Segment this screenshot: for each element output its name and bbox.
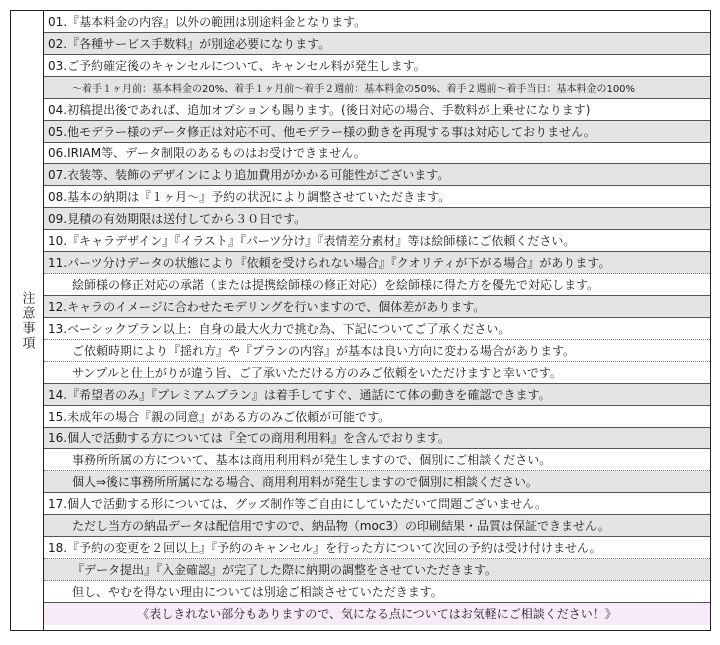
note-row-01: 01.『基本料金の内容』以外の範囲は別途料金となります。: [44, 11, 710, 33]
note-row-02: 02.『各種サービス手数料』が別途必要になります。: [44, 33, 710, 55]
note-row-18-detail-1: 『データ提出』『入金確認』が完了した際に納期の調整をさせていただきます。: [44, 559, 710, 581]
note-row-18-detail-2: 但し、やむを得ない理由については別途ご相談させていただきます。: [44, 581, 710, 603]
note-row-13-detail-1: ご依頼時期により『揺れ方』や『プランの内容』が基本は良い方向に変わる場合があります。: [44, 340, 710, 362]
side-header-cell: [11, 11, 44, 630]
notes-table: [10, 10, 711, 631]
note-row-17-detail: ただし当方の納品データは配信用ですので、納品物（moc3）の印刷結果・品質は保証できません。: [44, 515, 710, 537]
note-row-17: 17.個人で活動する形については、グッズ制作等ご自由にしていただいて問題ございません。: [44, 493, 710, 515]
closing-note: 《表しきれない部分もありますので、気になる点についてはお気軽にご相談ください！》: [44, 603, 710, 625]
note-row-05: 05.他モデラー様のデータ修正は対応不可、他モデラー様の動きを再現する事は対応しておりません。: [44, 121, 710, 143]
note-row-09: 09.見積の有効期限は送付してから３０日です。: [44, 208, 710, 230]
note-row-15: 15.未成年の場合『親の同意』がある方のみご依頼が可能です。: [44, 406, 710, 428]
note-row-12: 12.キャラのイメージに合わせたモデリングを行いますので、個体差があります。: [44, 296, 710, 318]
note-row-03: 03.ご予約確定後のキャンセルについて、キャンセル料が発生します。: [44, 55, 710, 77]
note-row-16-detail-1: 事務所所属の方について、基本は商用利用料が発生しますので、個別にご相談ください。: [44, 449, 710, 471]
note-row-13-detail-2: サンプルと仕上がりが違う旨、ご了承いただける方のみご依頼をいただけますと幸いです。: [44, 362, 710, 384]
note-row-03-detail: 〜着手１ヶ月前：基本料金の20%、着手１ヶ月前〜着手２週前：基本料金の50%、着手２週前〜着手当日：基本料金の100%: [44, 77, 710, 99]
note-row-06: 06.IRIAM等、データ制限のあるものはお受けできません。: [44, 143, 710, 165]
note-row-11: 11.パーツ分けデータの状態により『依頼を受けられない場合』『クオリティが下がる場合』があります。: [44, 252, 710, 274]
note-row-11-detail: 絵師様の修正対応の承諾（または提携絵師様の修正対応）を絵師様に得た方を優先で対応します。: [44, 274, 710, 296]
note-row-10: 10.『キャラデザイン』『イラスト』『パーツ分け』『表情差分素材』等は絵師様にご依頼ください。: [44, 230, 710, 252]
note-row-08: 08.基本の納期は『１ヶ月〜』予約の状況により調整させていただきます。: [44, 186, 710, 208]
side-label: 注意事項: [19, 290, 35, 351]
rows-container: [44, 11, 710, 630]
note-row-18: 18.『予約の変更を２回以上』『予約のキャンセル』を行った方について次回の予約は受け付けません。: [44, 537, 710, 559]
note-row-13: 13.ベーシックプラン以上：自身の最大火力で挑む為、下記についてご了承ください。: [44, 318, 710, 340]
note-row-04: 04.初稿提出後であれば、追加オプションも賜ります。(後日対応の場合、手数料が上乗せになります): [44, 99, 710, 121]
note-row-14: 14.『希望者のみ』『プレミアムプラン』は着手してすぐ、通話にて体の動きを確認できます。: [44, 384, 710, 406]
note-row-07: 07.衣装等、装飾のデザインにより追加費用がかかる可能性がございます。: [44, 164, 710, 186]
note-row-16: 16.個人で活動する方については『全ての商用利用料』を含んでおります。: [44, 428, 710, 450]
note-row-16-detail-2: 個人⇒後に事務所所属になる場合、商用利用料が発生しますので個別に相談ください。: [44, 471, 710, 493]
